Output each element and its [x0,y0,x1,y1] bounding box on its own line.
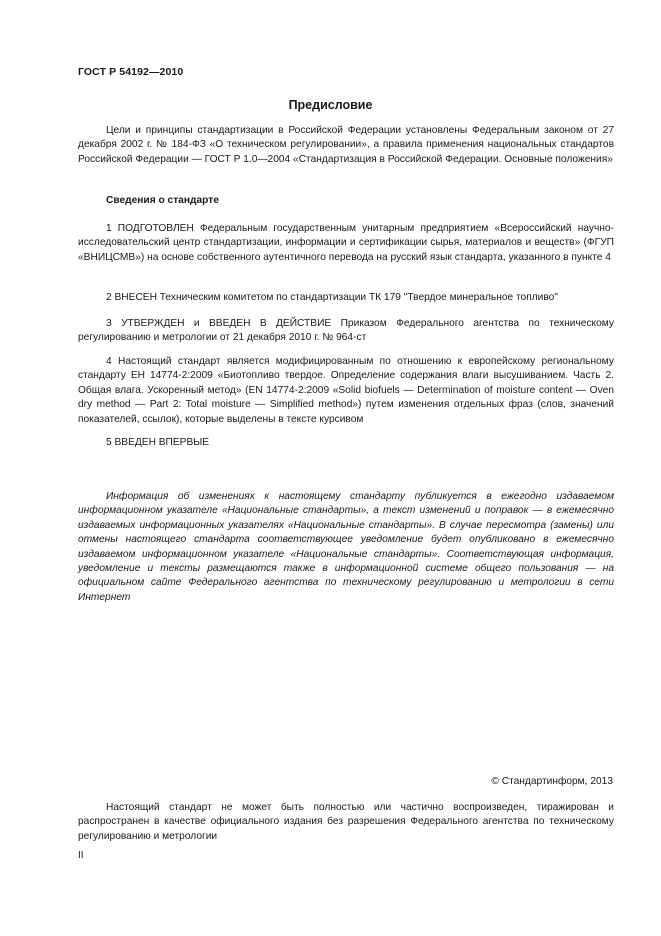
footer-note-text: Настоящий стандарт не может быть полностью или частично воспроизведен, тиражирован и распространен в качестве официального издания без разрешения Федерального агентства по техническому регулированию и метрологии [78,802,614,842]
copyright: © Стандартинформ, 2013 [491,776,613,787]
item-5 [78,436,614,450]
footer-note [78,801,614,844]
item-2 [78,291,614,305]
intro-paragraph [78,124,614,167]
item-3 [78,317,614,346]
item-4 [78,355,614,427]
item-2-text: 2 ВНЕСЕН Техническим комитетом по стандартизации ТК 179 "Твердое минеральное топливо" [106,292,558,303]
page-title: Предисловие [288,98,373,112]
intro-text: Цели и принципы стандартизации в Российской Федерации установлены Федеральным законом от 27 декабря 2002 г. № 184-ФЗ «О техническом регулировании», а правила применения национальных стандартов Российской Федерации — ГОСТ Р 1.0—2004 «Стандартизация в Российской Федерации. Основные положения» [78,125,614,165]
page-number: II [78,850,84,861]
item-4-text: 4 Настоящий стандарт является модифицированным по отношению к европейскому региональному стандарту ЕН 14774-2:2009 «Биотопливо твердое. Определение содержания влаги высушиванием. Часть 2. Общая влага. Ускоренный метод» (EN 14774-2:2009 «Solid biofuels — Determination of moisture content — Oven dry method — Part 2: Total moisture — Simplified method») путем изменения отдельных фраз (слов, значений показателей, ссылок), которые выделены в тексте курсивом [78,356,614,425]
item-5-text: 5 ВВЕДЕН ВПЕРВЫЕ [106,437,210,448]
item-1 [78,222,614,265]
section-heading: Сведения о стандарте [106,195,219,206]
item-1-text: 1 ПОДГОТОВЛЕН Федеральным государственным унитарным предприятием «Всероссийский научно-исследовательский центр стандартизации, информации и сертификации сырья, материалов и веществ» (ФГУП «ВНИЦСМВ») на основе собственного аутентичного перевода на русский язык стандарта, указанного в пункте 4 [78,223,614,263]
info-note [78,490,614,605]
item-3-text: 3 УТВЕРЖДЕН и ВВЕДЕН В ДЕЙСТВИЕ Приказом Федерального агентства по техническому регулированию и метрологии от 21 декабря 2010 г. № 964-ст [78,318,614,344]
document-code: ГОСТ Р 54192—2010 [78,66,184,78]
info-note-text: Информация об изменениях к настоящему стандарту публикуется в ежегодно издаваемом информационном указателе «Национальные стандарты», а текст изменений и поправок — в ежемесячно издаваемых информационных указателях «Национальные стандарты». В случае пересмотра (замены) или отмены настоящего стандарта соответствующее уведомление будет опубликовано в ежемесячно издаваемом информационном указателе «Национальные стандарты». Соответствующая информация, уведомление и тексты размещаются также в информационной системе общего пользования — на официальном сайте Федерального агентства по техническому регулированию и метрологии в сети Интернет [78,491,614,603]
